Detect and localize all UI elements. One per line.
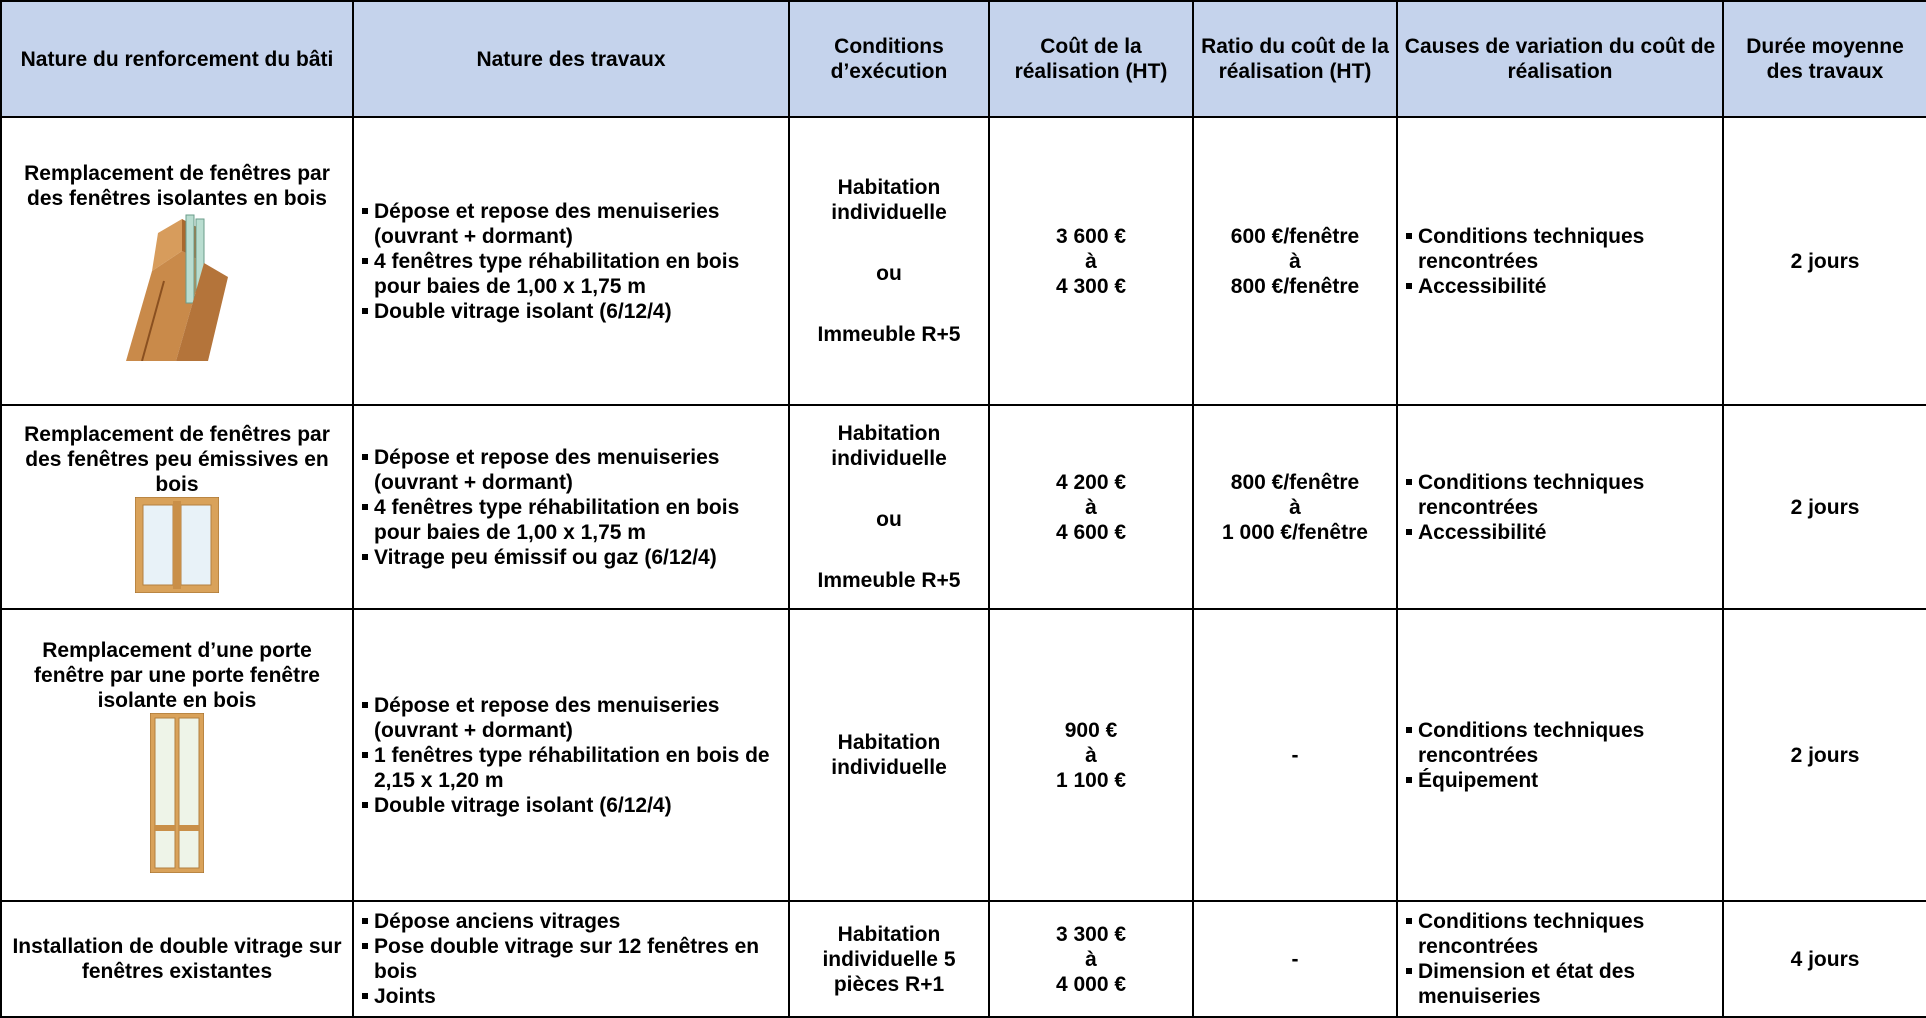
cout-line: à [1085, 743, 1097, 767]
ratio-cell: - [1193, 609, 1397, 901]
ratio-cell [1193, 405, 1397, 609]
header-duree: Durée moyenne des travaux [1723, 1, 1926, 117]
list-item: Dépose anciens vitrages [360, 909, 782, 934]
list-item: Double vitrage isolant (6/12/4) [360, 793, 782, 818]
conditions-cell [789, 117, 989, 405]
table-row [1, 405, 1926, 609]
list-item: Conditions techniques rencontrées [1404, 470, 1716, 520]
travaux-list [360, 445, 782, 570]
travaux-cell [353, 405, 789, 609]
ratio-line: 600 €/fenêtre [1230, 224, 1360, 248]
window-profile-section-icon [112, 211, 242, 361]
conditions-line: Habitation individuelle [831, 176, 947, 224]
conditions-cell [789, 405, 989, 609]
table-row [1, 901, 1926, 1017]
header-conditions: Conditions d’exécution [789, 1, 989, 117]
conditions-cell: Habitation individuelle [789, 609, 989, 901]
conditions-line: Immeuble R+5 [817, 569, 961, 592]
header-travaux: Nature des travaux [353, 1, 789, 117]
duree-cell: 2 jours [1723, 405, 1926, 609]
list-item: Double vitrage isolant (6/12/4) [360, 299, 782, 324]
list-item: Conditions techniques rencontrées [1404, 718, 1716, 768]
causes-list [1404, 470, 1716, 545]
cout-cell [989, 405, 1193, 609]
cout-line: 4 200 € [1055, 470, 1127, 494]
list-item: Dépose et repose des menuiseries (ouvrant + dormant) [360, 445, 782, 495]
duree-cell: 2 jours [1723, 117, 1926, 405]
list-item: 4 fenêtres type réhabilitation en bois pour baies de 1,00 x 1,75 m [360, 249, 782, 299]
duree-cell: 4 jours [1723, 901, 1926, 1017]
ratio-cell: - [1193, 901, 1397, 1017]
cout-cell [989, 117, 1193, 405]
causes-list [1404, 909, 1716, 1009]
list-item: Accessibilité [1404, 520, 1716, 545]
duree-cell: 2 jours [1723, 609, 1926, 901]
causes-cell [1397, 405, 1723, 609]
header-row [1, 1, 1926, 117]
ratio-line: à [1289, 495, 1301, 519]
conditions-line: Immeuble R+5 [817, 323, 961, 346]
conditions-line: ou [876, 508, 902, 531]
list-item: 4 fenêtres type réhabilitation en bois pour baies de 1,00 x 1,75 m [360, 495, 782, 545]
header-nature: Nature du renforcement du bâti [1, 1, 353, 117]
header-ratio: Ratio du coût de la réalisation (HT) [1193, 1, 1397, 117]
nature-label: Installation de double vitrage sur fenêtres existantes [12, 935, 342, 983]
cout-line: 4 300 € [1055, 274, 1127, 298]
cout-line: 1 100 € [1055, 768, 1127, 792]
list-item: Dimension et état des menuiseries [1404, 959, 1716, 1009]
list-item: 1 fenêtres type réhabilitation en bois de 2,15 x 1,20 m [360, 743, 782, 793]
cout-line: 3 300 € [1055, 922, 1127, 946]
causes-cell [1397, 901, 1723, 1017]
list-item: Équipement [1404, 768, 1716, 793]
travaux-cell [353, 609, 789, 901]
list-item: Accessibilité [1404, 274, 1716, 299]
list-item: Pose double vitrage sur 12 fenêtres en bois [360, 934, 782, 984]
table-row [1, 117, 1926, 405]
causes-cell [1397, 609, 1723, 901]
cout-line: 4 600 € [1055, 520, 1127, 544]
cout-line: 900 € [1064, 718, 1118, 742]
travaux-cell [353, 117, 789, 405]
travaux-cell [353, 901, 789, 1017]
header-causes: Causes de variation du coût de réalisation [1397, 1, 1723, 117]
causes-list [1404, 718, 1716, 793]
list-item: Conditions techniques rencontrées [1404, 909, 1716, 959]
list-item: Vitrage peu émissif ou gaz (6/12/4) [360, 545, 782, 570]
travaux-list [360, 693, 782, 818]
cout-line: 3 600 € [1055, 224, 1127, 248]
wooden-window-icon [135, 497, 219, 593]
list-item: Conditions techniques rencontrées [1404, 224, 1716, 274]
nature-label: Remplacement de fenêtres par des fenêtres peu émissives en bois [24, 422, 330, 496]
cout-line: à [1085, 495, 1097, 519]
nature-cell [1, 901, 353, 1017]
french-window-icon [150, 713, 204, 873]
nature-label: Remplacement d’une porte fenêtre par une porte fenêtre isolante en bois [34, 638, 320, 712]
table-row [1, 609, 1926, 901]
nature-label: Remplacement de fenêtres par des fenêtres isolantes en bois [24, 162, 330, 210]
ratio-line: à [1289, 249, 1301, 273]
conditions-cell: Habitation individuelle 5 pièces R+1 [789, 901, 989, 1017]
ratio-cell [1193, 117, 1397, 405]
nature-cell [1, 405, 353, 609]
cout-cell [989, 901, 1193, 1017]
cout-line: à [1085, 947, 1097, 971]
list-item: Joints [360, 984, 782, 1009]
cout-cell [989, 609, 1193, 901]
ratio-line: 800 €/fenêtre [1230, 470, 1360, 494]
list-item: Dépose et repose des menuiseries (ouvrant + dormant) [360, 199, 782, 249]
cout-line: 4 000 € [1055, 972, 1127, 996]
conditions-line: Habitation individuelle [831, 422, 947, 470]
list-item: Dépose et repose des menuiseries (ouvrant + dormant) [360, 693, 782, 743]
causes-cell [1397, 117, 1723, 405]
nature-cell [1, 609, 353, 901]
header-cout: Coût de la réalisation (HT) [989, 1, 1193, 117]
nature-cell [1, 117, 353, 405]
travaux-list [360, 199, 782, 324]
conditions-line: ou [876, 262, 902, 285]
causes-list [1404, 224, 1716, 299]
ratio-line: 800 €/fenêtre [1230, 274, 1360, 298]
cout-line: à [1085, 249, 1097, 273]
ratio-line: 1 000 €/fenêtre [1222, 520, 1368, 544]
travaux-list [360, 909, 782, 1009]
